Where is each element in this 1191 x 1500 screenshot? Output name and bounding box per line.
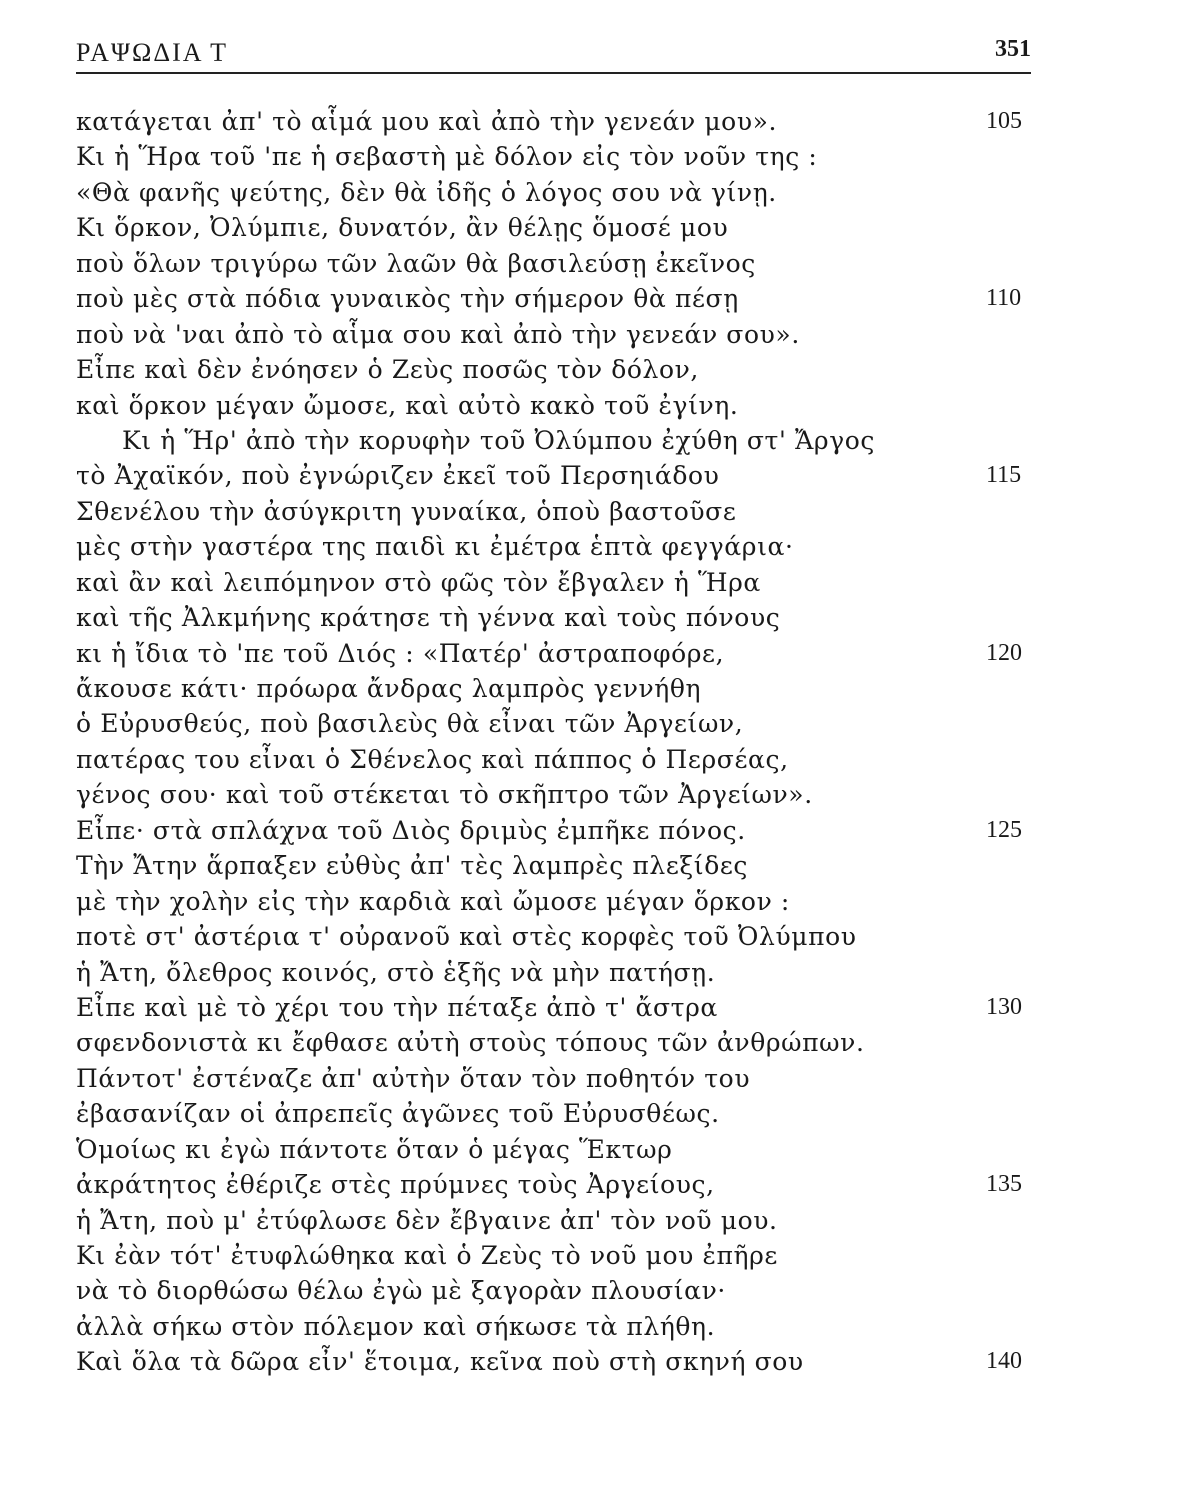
verse-line	[0, 458, 1191, 493]
verse-line	[0, 139, 1191, 174]
verse-text: Εἶπε· στὰ σπλάχνα τοῦ Διὸς δριμὺς ἐμπῆκε πόνος.	[76, 815, 746, 845]
verse-text: ἐβασανίζαν οἱ ἀπρεπεῖς ἀγῶνες τοῦ Εὐρυσθέως.	[76, 1099, 720, 1129]
verse-line	[0, 884, 1191, 919]
verse-text: ποὺ ὅλων τριγύρω τῶν λαῶν θὰ βασιλεύσῃ ἐκεῖνος	[76, 248, 756, 278]
verse-line	[0, 352, 1191, 387]
verse-text: Καὶ ὅλα τὰ δῶρα εἶν' ἕτοιμα, κεῖνα ποὺ στὴ σκηνή σου	[76, 1347, 804, 1377]
verse-text: Εἶπε καὶ μὲ τὸ χέρι του τὴν πέταξε ἀπὸ τ' ἄστρα	[76, 992, 718, 1022]
verse-text: ποὺ μὲς στὰ πόδια γυναικὸς τὴν σήμερον θὰ πέσῃ	[76, 284, 739, 314]
verse-line	[0, 1238, 1191, 1273]
verse-line	[0, 1096, 1191, 1131]
verse-line	[0, 494, 1191, 529]
line-number: 140	[986, 1348, 1022, 1375]
verse-line	[0, 423, 1191, 458]
verse-text: Κι ἐὰν τότ' ἐτυφλώθηκα καὶ ὁ Ζεὺς τὸ νοῦ μου ἐπῆρε	[76, 1241, 778, 1270]
verse-text: Κι ὅρκον, Ὀλύμπιε, δυνατόν, ἂν θέλῃς ὅμοσέ μου	[76, 213, 729, 243]
verse-text: Ὁμοίως κι ἐγὼ πάντοτε ὅταν ὁ μέγας Ἕκτωρ	[76, 1134, 673, 1164]
verse-line	[0, 175, 1191, 210]
verse-text: μὲ τὴν χολὴν εἰς τὴν καρδιὰ καὶ ὤμοσε μέγαν ὅρκον :	[76, 886, 790, 916]
verse-text: κι ἡ ἴδια τὸ 'πε τοῦ Διός : «Πατέρ' ἀστραποφόρε,	[76, 638, 725, 668]
verse-line	[0, 1061, 1191, 1096]
verse-line	[0, 1309, 1191, 1344]
verse-text: γένος σου· καὶ τοῦ στέκεται τὸ σκῆπτρο τῶν Ἀργείων».	[76, 780, 813, 810]
verse-line	[0, 671, 1191, 706]
verse-text: Πάντοτ' ἐστέναζε ἀπ' αὐτὴν ὅταν τὸν ποθητόν του	[76, 1063, 751, 1093]
line-number: 135	[986, 1171, 1022, 1198]
verse-text: Τὴν Ἄτην ἅρπαξεν εὐθὺς ἀπ' τὲς λαμπρὲς πλεξίδες	[76, 851, 748, 881]
verse-text: ποτὲ στ' ἀστέρια τ' οὐρανοῦ καὶ στὲς κορφὲς τοῦ Ὀλύμπου	[76, 922, 857, 952]
verse-text: Κι ἡ Ἥρα τοῦ 'πε ἡ σεβαστὴ μὲ δόλον εἰς τὸν νοῦν της :	[76, 142, 818, 172]
line-number: 115	[986, 462, 1022, 489]
verse-text: Κι ἡ Ἥρ' ἀπὸ τὴν κορυφὴν τοῦ Ὀλύμπου ἐχύθη στ' Ἄργος	[122, 425, 876, 455]
verse-line	[0, 1344, 1191, 1379]
verse-text: νὰ τὸ διορθώσω θέλω ἐγὼ μὲ ξαγορὰν πλουσίαν·	[76, 1276, 726, 1306]
verse-text: Εἶπε καὶ δὲν ἐνόησεν ὁ Ζεὺς ποσῶς τὸν δόλον,	[76, 355, 699, 385]
verse-text: σφενδονιστὰ κι ἔφθασε αὐτὴ στοὺς τόπους τῶν ἀνθρώπων.	[76, 1028, 865, 1058]
header-rule	[76, 72, 1031, 74]
verse-line	[0, 246, 1191, 281]
verse-line	[0, 529, 1191, 564]
verse-text: ὁ Εὐρυσθεύς, ποὺ βασιλεὺς θὰ εἶναι τῶν Ἀργείων,	[76, 709, 744, 739]
verse-text: μὲς στὴν γαστέρα της παιδὶ κι ἐμέτρα ἑπτὰ φεγγάρια·	[76, 532, 794, 562]
verse-line	[0, 104, 1191, 139]
verse-text: Σθενέλου τὴν ἀσύγκριτη γυναίκα, ὁποὺ βαστοῦσε	[76, 496, 737, 526]
verse-line	[0, 565, 1191, 600]
verse-line	[0, 1273, 1191, 1308]
verse-line	[0, 990, 1191, 1025]
verse-line	[0, 848, 1191, 883]
verse-text: ἀλλὰ σήκω στὸν πόλεμον καὶ σήκωσε τὰ πλήθη.	[76, 1311, 716, 1341]
verse-text: ποὺ νὰ 'ναι ἀπὸ τὸ αἷμα σου καὶ ἀπὸ τὴν γενεάν σου».	[76, 319, 800, 349]
verse-line	[0, 777, 1191, 812]
page-number: 351	[995, 36, 1031, 62]
line-number: 105	[986, 108, 1022, 134]
verse-line	[0, 210, 1191, 245]
verse-text: ἄκουσε κάτι· πρόωρα ἄνδρας λαμπρὸς γεννήθη	[76, 674, 702, 703]
verse-text: καὶ ὅρκον μέγαν ὤμοσε, καὶ αὐτὸ κακὸ τοῦ ἐγίνη.	[76, 390, 739, 420]
verse-text: καὶ ἂν καὶ λειπόμηνον στὸ φῶς τὸν ἔβγαλεν ἡ Ἥρα	[76, 567, 761, 597]
verse-line	[0, 281, 1191, 316]
verse-line	[0, 955, 1191, 990]
verse-text: «Θὰ φανῆς ψεύτης, δὲν θὰ ἰδῆς ὁ λόγος σου νὰ γίνῃ.	[76, 177, 777, 207]
verse-line	[0, 388, 1191, 423]
verse-text: ἡ Ἄτη, ποὺ μ' ἐτύφλωσε δὲν ἔβγαινε ἀπ' τὸν νοῦ μου.	[76, 1205, 778, 1235]
verse-text: ἀκράτητος ἐθέριζε στὲς πρύμνες τοὺς Ἀργείους,	[76, 1170, 715, 1200]
verse-text: πατέρας του εἶναι ὁ Σθένελος καὶ πάππος ὁ Περσέας,	[76, 744, 789, 774]
chapter-title: ΡΑΨΩΔΙΑ Τ	[76, 38, 229, 67]
running-header	[76, 34, 1031, 74]
verse-line	[0, 1203, 1191, 1238]
verse-line	[0, 706, 1191, 741]
verse-line	[0, 600, 1191, 635]
verse-line	[0, 1167, 1191, 1202]
verse-line	[0, 1132, 1191, 1167]
line-number: 120	[986, 639, 1022, 666]
verse-line	[0, 919, 1191, 954]
verse-line	[0, 813, 1191, 848]
verse-line	[0, 636, 1191, 671]
verse-line	[0, 1025, 1191, 1060]
verse-text: καὶ τῆς Ἀλκμήνης κράτησε τὴ γέννα καὶ τοὺς πόνους	[76, 603, 781, 633]
verse-list	[0, 104, 1191, 1380]
line-number: 125	[986, 816, 1022, 843]
verse-text: τὸ Ἀχαϊκόν, ποὺ ἐγνώριζεν ἐκεῖ τοῦ Περσηιάδου	[76, 461, 720, 491]
verse-line	[0, 317, 1191, 352]
verse-text: ἡ Ἄτη, ὄλεθρος κοινός, στὸ ἑξῆς νὰ μὴν πατήσῃ.	[76, 957, 716, 987]
line-number: 130	[986, 993, 1022, 1020]
verse-line	[0, 742, 1191, 777]
line-number: 110	[986, 285, 1022, 312]
verse-text: κατάγεται ἀπ' τὸ αἷμά μου καὶ ἀπὸ τὴν γενεάν μου».	[76, 107, 778, 136]
